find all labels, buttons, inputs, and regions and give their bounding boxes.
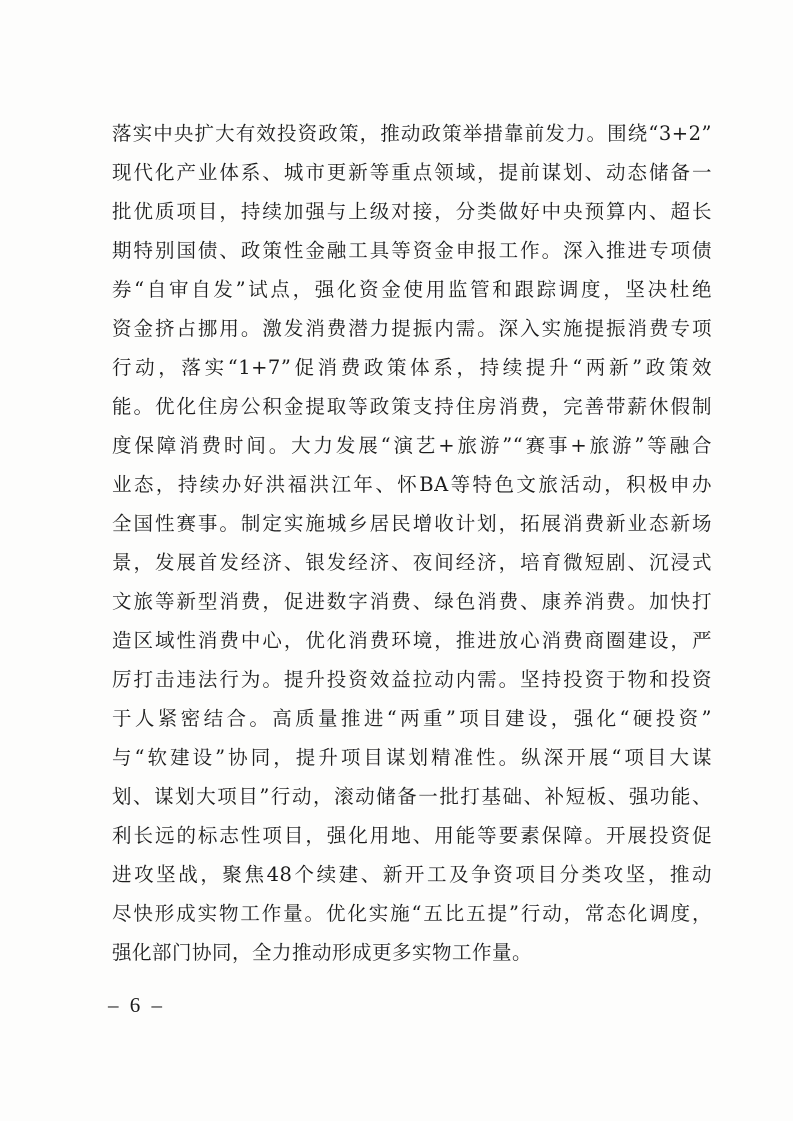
text-line: 批优质项目，持续加强与上级对接，分类做好中央预算内、超长	[112, 200, 712, 223]
text-line: 强化部门协同，全力推动形成更多实物工作量。	[112, 941, 533, 964]
text-line: 业态，持续办好洪福洪江年、怀BA等特色文旅活动，积极申办	[112, 473, 712, 496]
text-line: 划、谋划大项目”行动，滚动储备一批打基础、补短板、强功能、	[112, 785, 712, 808]
text-line: 造区域性消费中心，优化消费环境，推进放心消费商圈建设，严	[112, 629, 712, 652]
text-line: 进攻坚战，聚焦48个续建、新开工及争资项目分类攻坚，推动	[112, 863, 712, 886]
text-line: 券“自审自发”试点，强化资金使用监管和跟踪调度，坚决杜绝	[112, 278, 712, 301]
text-line: 资金挤占挪用。激发消费潜力提振内需。深入实施提振消费专项	[112, 317, 712, 340]
text-line: 于人紧密结合。高质量推进“两重”项目建设，强化“硬投资”	[112, 707, 712, 730]
text-line: 行动，落实“1+7”促消费政策体系，持续提升“两新”政策效	[112, 356, 712, 379]
text-line: 能。优化住房公积金提取等政策支持住房消费，完善带薪休假制	[112, 395, 712, 418]
text-line: 尽快形成实物工作量。优化实施“五比五提”行动，常态化调度，	[112, 902, 712, 925]
text-line: 利长远的标志性项目，强化用地、用能等要素保障。开展投资促	[112, 824, 712, 847]
text-line: 期特别国债、政策性金融工具等资金申报工作。深入推进专项债	[112, 239, 712, 262]
body-paragraph	[112, 114, 712, 972]
text-line: 度保障消费时间。大力发展“演艺+旅游”“赛事+旅游”等融合	[112, 434, 712, 457]
text-line: 与“软建设”协同，提升项目谋划精准性。纵深开展“项目大谋	[112, 746, 712, 769]
text-line: 现代化产业体系、城市更新等重点领域，提前谋划、动态储备一	[112, 161, 712, 184]
page-number: – 6 –	[108, 993, 165, 1017]
text-line: 全国性赛事。制定实施城乡居民增收计划，拓展消费新业态新场	[112, 512, 712, 535]
text-line: 厉打击违法行为。提升投资效益拉动内需。坚持投资于物和投资	[112, 668, 712, 691]
text-line: 落实中央扩大有效投资政策，推动政策举措靠前发力。围绕“3+2”	[112, 122, 712, 145]
text-line: 文旅等新型消费，促进数字消费、绿色消费、康养消费。加快打	[112, 590, 712, 613]
text-line: 景，发展首发经济、银发经济、夜间经济，培育微短剧、沉浸式	[112, 551, 712, 574]
